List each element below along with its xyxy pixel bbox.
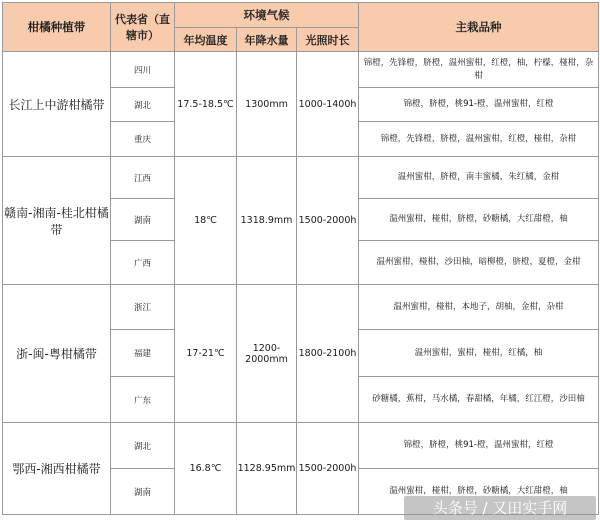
belt-sun: 1500-2000h xyxy=(297,423,359,515)
belt-sun: 1500-2000h xyxy=(297,157,359,285)
belt-rain: 1318.9mm xyxy=(237,157,297,285)
varieties-cell: 温州蜜柑，椪柑，脐橙，砂糖橘，大红甜橙，柚 xyxy=(359,199,599,241)
varieties-cell: 砂糖橘，蕉柑，马水橘，春甜橘，年橘，红江橙，沙田柚 xyxy=(359,377,599,423)
varieties-cell: 温州蜜柑，蜜柑，椪柑，红橘，柚 xyxy=(359,330,599,377)
varieties-cell: 锦橙，先锋橙，脐橙，温州蜜柑，红橙，椪柑，杂柑 xyxy=(359,122,599,157)
varieties-cell: 锦橙，先锋橙，脐橙，温州蜜柑，红橙，柚，柠檬，椪柑，杂柑 xyxy=(359,52,599,88)
province-name: 广西 xyxy=(111,241,175,285)
belt-rain: 1300mm xyxy=(237,52,297,157)
belt-sun: 1800-2100h xyxy=(297,285,359,423)
table-row xyxy=(3,423,599,469)
belt-temp: 16.8℃ xyxy=(175,423,237,515)
header-rain: 年降水量 xyxy=(237,28,297,52)
belt-temp: 17-21℃ xyxy=(175,285,237,423)
province-name: 重庆 xyxy=(111,122,175,157)
citrus-belt-table xyxy=(2,2,599,515)
belt-name: 赣南-湘南-桂北柑橘带 xyxy=(3,157,111,285)
province-name: 湖南 xyxy=(111,469,175,515)
province-name: 湖南 xyxy=(111,199,175,241)
province-name: 浙江 xyxy=(111,285,175,330)
province-name: 湖北 xyxy=(111,423,175,469)
province-name: 湖北 xyxy=(111,88,175,122)
belt-name: 长江上中游柑橘带 xyxy=(3,52,111,157)
header-belt: 柑橘种植带 xyxy=(3,3,111,52)
varieties-cell: 锦橙，脐橙，桃91-橙，温州蜜柑，红橙 xyxy=(359,423,599,469)
table-row xyxy=(3,157,599,199)
belt-rain: 1128.95mm xyxy=(237,423,297,515)
header-climate: 环境气候 xyxy=(175,3,359,28)
province-name: 福建 xyxy=(111,330,175,377)
header-sun: 光照时长 xyxy=(297,28,359,52)
province-name: 江西 xyxy=(111,157,175,199)
header-varieties: 主栽品种 xyxy=(359,3,599,52)
header-temp: 年均温度 xyxy=(175,28,237,52)
belt-temp: 17.5-18.5℃ xyxy=(175,52,237,157)
belt-name: 鄂西-湘西柑橘带 xyxy=(3,423,111,515)
varieties-cell: 温州蜜柑，椪柑，沙田柚，暗柳橙，脐橙，夏橙，金柑 xyxy=(359,241,599,285)
belt-sun: 1000-1400h xyxy=(297,52,359,157)
belt-rain: 1200-2000mm xyxy=(237,285,297,423)
belt-temp: 18℃ xyxy=(175,157,237,285)
varieties-cell: 温州蜜柑，椪柑，本地子，胡柚，金柑，杂柑 xyxy=(359,285,599,330)
watermark: 头条号 / 又田实手网 xyxy=(404,496,596,520)
province-name: 广东 xyxy=(111,377,175,423)
varieties-cell: 锦橙，脐橙，桃91-橙，温州蜜柑，红橙 xyxy=(359,88,599,122)
belt-name: 浙-闽-粤柑橘带 xyxy=(3,285,111,423)
varieties-cell: 温州蜜柑，脐橙，南丰蜜橘，朱红橘，金柑 xyxy=(359,157,599,199)
header-province: 代表省（直辖市） xyxy=(111,3,175,52)
varieties-cell: 温州蜜柑，椪柑，脐橙，砂糖橘，大红甜橙，柚 xyxy=(359,469,599,515)
table-row xyxy=(3,285,599,330)
province-name: 四川 xyxy=(111,52,175,88)
table-row xyxy=(3,52,599,88)
